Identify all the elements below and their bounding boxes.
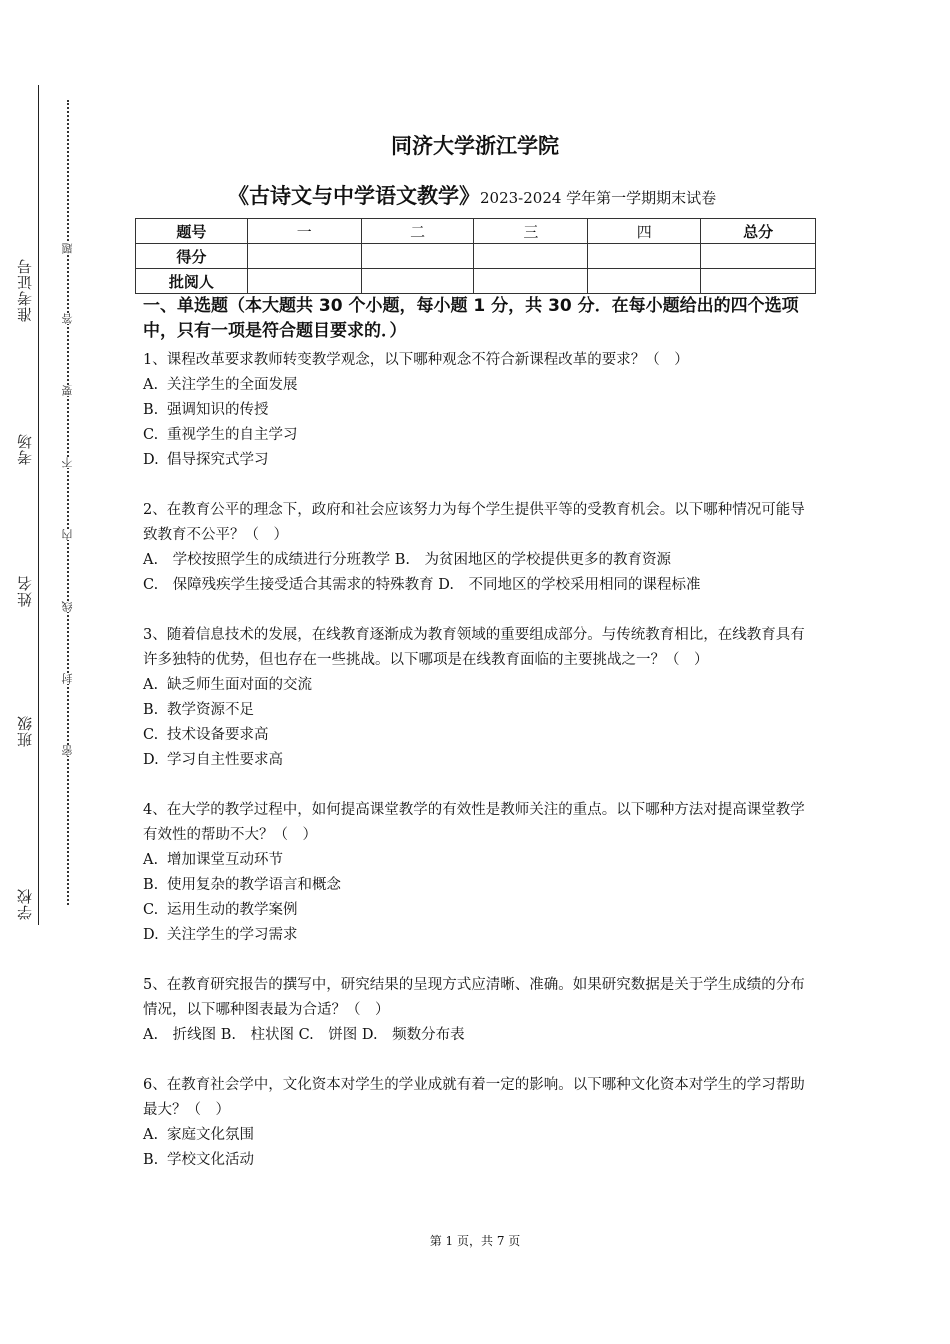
table-row — [136, 269, 816, 294]
table-cell: 题号 — [136, 219, 248, 244]
option-c[interactable]: C. 重视学生的自主学习 — [143, 427, 298, 443]
question-1 — [143, 348, 815, 473]
table-cell: 批阅人 — [136, 269, 248, 294]
option-b[interactable]: B. 强调知识的传授 — [143, 402, 269, 418]
question-stem: 5、在教育研究报告的撰写中，研究结果的呈现方式应清晰、准确。如果研究数据是关于学生成绩的分布情况，以下哪种图表最为合适？（ ） — [143, 977, 805, 1018]
question-3 — [143, 623, 815, 773]
table-cell: 总分 — [701, 219, 816, 244]
score-entry-cell[interactable] — [361, 244, 474, 269]
grader-entry-cell[interactable] — [247, 269, 361, 294]
seal-char: 不 — [61, 457, 74, 468]
section-title: 一、单选题（本大题共 30 个小题，每小题 1 分，共 30 分．在每小题给出的四个选项中，只有一项是符合题目要求的．） — [143, 296, 799, 341]
binding-line — [38, 85, 39, 925]
question-stem: 4、在大学的教学过程中，如何提高课堂教学的有效性是教师关注的重点。以下哪种方法对提高课堂教学有效性的帮助不大？（ ） — [143, 802, 805, 843]
option-b[interactable]: B. 教学资源不足 — [143, 702, 254, 718]
question-stem: 2、在教育公平的理念下，政府和社会应该努力为每个学生提供平等的受教育机会。以下哪种情况可能导致教育不公平？（ ） — [143, 502, 805, 543]
page-footer: 第 1 页，共 7 页 — [429, 1234, 521, 1248]
grader-entry-cell[interactable] — [701, 269, 816, 294]
question-stem: 3、随着信息技术的发展，在线教育逐渐成为教育领域的重要组成部分。与传统教育相比，在线教育具有许多独特的优势，但也存在一些挑战。以下哪项是在线教育面临的主要挑战之一？（ ） — [143, 627, 805, 668]
table-cell: 一 — [247, 219, 361, 244]
option-d[interactable]: D. 学习自主性要求高 — [143, 752, 283, 768]
option-b[interactable]: B. 学校文化活动 — [143, 1152, 254, 1168]
table-cell: 二 — [361, 219, 474, 244]
seal-char: 要 — [61, 385, 74, 396]
table-cell: 得分 — [136, 244, 248, 269]
binding-label-ticket-number: 准考证号 — [16, 258, 34, 322]
question-stem: 6、在教育社会学中，文化资本对学生的学业成就有着一定的影响。以下哪种文化资本对学生的学习帮助最大？（ ） — [143, 1077, 805, 1118]
seal-char: 题 — [61, 243, 74, 254]
binding-label-school: 学校 — [16, 888, 34, 920]
seal-char: 线 — [61, 601, 74, 612]
seal-char: 答 — [61, 313, 74, 324]
table-row — [136, 219, 816, 244]
question-5 — [143, 973, 815, 1048]
term-info: 2023-2024 学年第一学期期末试卷 — [480, 189, 717, 207]
binding-label-exam-room: 考场 — [16, 433, 34, 465]
option-line[interactable]: A. 学校按照学生的成绩进行分班教学 B. 为贫困地区的学校提供更多的教育资源 — [143, 552, 671, 568]
score-entry-cell[interactable] — [247, 244, 361, 269]
option-a[interactable]: A. 家庭文化氛围 — [143, 1127, 254, 1143]
score-table — [135, 218, 816, 294]
option-a[interactable]: A. 缺乏师生面对面的交流 — [143, 677, 312, 693]
seal-char: 内 — [61, 529, 74, 540]
option-b[interactable]: B. 使用复杂的教学语言和概念 — [143, 877, 341, 893]
table-row — [136, 244, 816, 269]
seal-char: 密 — [61, 745, 74, 756]
option-c[interactable]: C. 运用生动的教学案例 — [143, 902, 298, 918]
exam-content — [143, 294, 815, 1198]
binding-label-class: 班级 — [16, 715, 34, 747]
option-line[interactable]: A. 折线图 B. 柱状图 C. 饼图 D. 频数分布表 — [143, 1027, 465, 1043]
university-title: 同济大学浙江学院 — [391, 134, 559, 158]
option-a[interactable]: A. 关注学生的全面发展 — [143, 377, 298, 393]
grader-entry-cell[interactable] — [588, 269, 701, 294]
table-cell: 四 — [588, 219, 701, 244]
score-entry-cell[interactable] — [588, 244, 701, 269]
option-line[interactable]: C. 保障残疾学生接受适合其需求的特殊教育 D. 不同地区的学校采用相同的课程标准 — [143, 577, 701, 593]
grader-entry-cell[interactable] — [474, 269, 588, 294]
question-stem: 1、课程改革要求教师转变教学观念，以下哪种观念不符合新课程改革的要求？（ ） — [143, 352, 689, 368]
seal-dotted-line — [67, 100, 69, 905]
table-cell: 三 — [474, 219, 588, 244]
score-entry-cell[interactable] — [701, 244, 816, 269]
binding-label-name: 姓名 — [16, 575, 34, 607]
option-d[interactable]: D. 关注学生的学习需求 — [143, 927, 298, 943]
course-name: 《古诗文与中学语文教学》 — [228, 184, 480, 208]
option-d[interactable]: D. 倡导探究式学习 — [143, 452, 269, 468]
question-2 — [143, 498, 815, 598]
question-4 — [143, 798, 815, 948]
seal-char: 封 — [61, 673, 74, 684]
grader-entry-cell[interactable] — [361, 269, 474, 294]
exam-subtitle — [228, 180, 716, 210]
option-c[interactable]: C. 技术设备要求高 — [143, 727, 269, 743]
question-6 — [143, 1073, 815, 1173]
option-a[interactable]: A. 增加课堂互动环节 — [143, 852, 283, 868]
score-entry-cell[interactable] — [474, 244, 588, 269]
